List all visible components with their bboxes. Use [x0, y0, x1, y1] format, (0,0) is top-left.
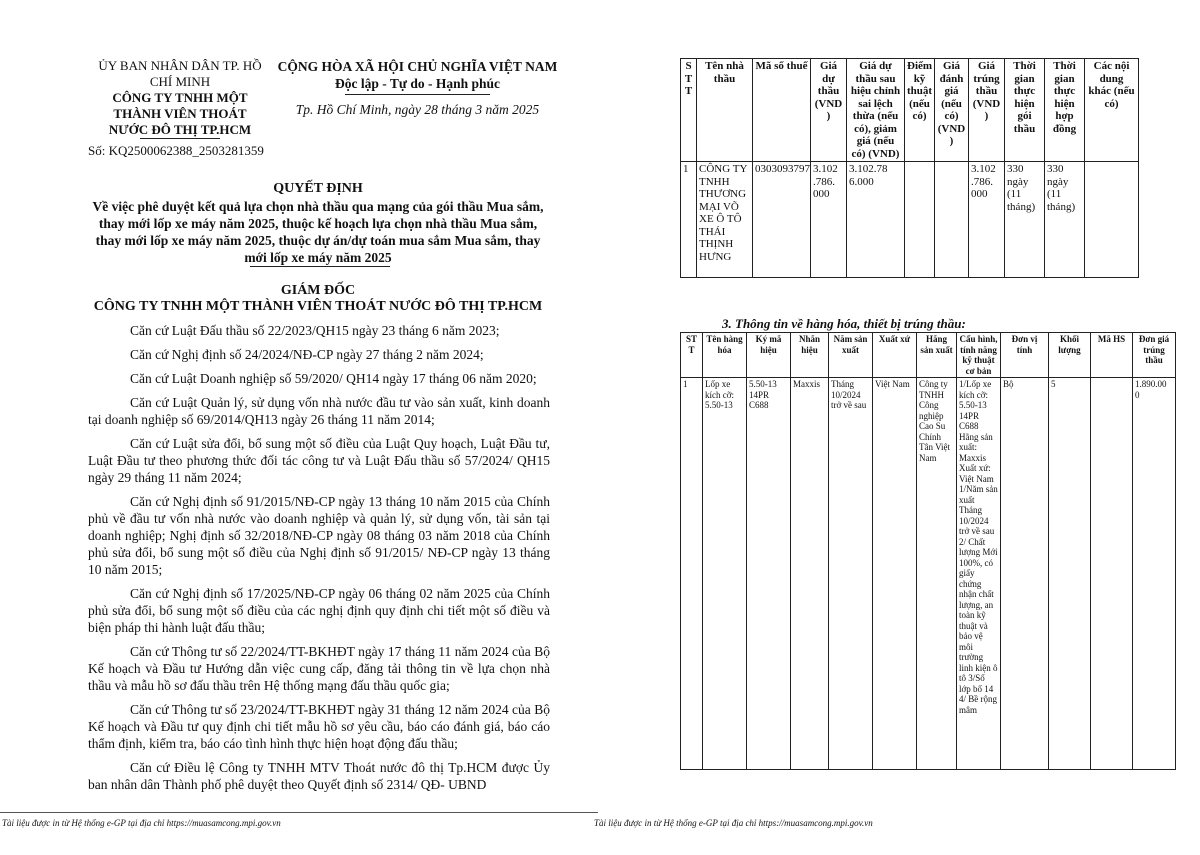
subject-divider	[250, 266, 390, 267]
col-header: Cấu hình, tính năng kỹ thuật cơ bản	[957, 333, 1001, 378]
company-line2: THÀNH VIÊN THOÁT	[113, 106, 247, 121]
document-number: Số: KQ2500062388_2503281359	[88, 143, 264, 158]
col-header: Xuất xứ	[873, 333, 917, 378]
agency-line2: CHÍ MINH	[149, 74, 211, 89]
table-row	[681, 162, 1139, 278]
director-org: CÔNG TY TNHH MỘT THÀNH VIÊN THOÁT NƯỚC ĐÔ THỊ TP.HCM	[93, 299, 543, 314]
col-header: Thời gian thực hiện hợp đồng	[1045, 59, 1085, 162]
agency-divider	[140, 138, 220, 139]
table-cell: 3.102.78 6.000	[847, 162, 905, 278]
col-header: Giá đánh giá (nếu có) (VND )	[935, 59, 969, 162]
col-header: Đơn vị tính	[1001, 333, 1049, 378]
table-cell: 5.50-13 14PR C688	[747, 378, 791, 770]
table-cell	[935, 162, 969, 278]
winning-bidder-table	[680, 58, 1139, 278]
table-header-row	[681, 333, 1176, 378]
issue-date: Tp. Hồ Chí Minh, ngày 28 tháng 3 năm 2025	[295, 102, 540, 117]
paragraph: Căn cứ Nghị định số 24/2024/NĐ-CP ngày 27 tháng 2 năm 2024;	[130, 347, 484, 362]
col-header: Mã HS	[1091, 333, 1133, 378]
table-cell: 1	[681, 162, 697, 278]
col-header: ST T	[681, 333, 703, 378]
table-cell: Tháng 10/2024 trở về sau	[829, 378, 873, 770]
table-row	[681, 378, 1176, 770]
table-cell: 3.102 .786. 000	[969, 162, 1005, 278]
col-header: Khối lượng	[1049, 333, 1091, 378]
table-cell: 0303093797	[753, 162, 811, 278]
national-header	[270, 58, 565, 92]
decision-title: QUYẾT ĐỊNH	[273, 181, 363, 196]
paragraph: Căn cứ Luật Doanh nghiệp số 59/2020/ QH14 ngày 17 tháng 06 năm 2020;	[130, 371, 537, 386]
col-header: Ký mã hiệu	[747, 333, 791, 378]
table-cell: 3.102 .786. 000	[811, 162, 847, 278]
col-header: Mã số thuế	[753, 59, 811, 162]
col-header: Tên hàng hóa	[703, 333, 747, 378]
table-cell: 330 ngày (11 tháng)	[1045, 162, 1085, 278]
table-cell: Công ty TNHH Công nghiệp Cao Su Chính Tân Việt Nam	[917, 378, 957, 770]
col-header: Giá dự thầu sau hiệu chỉnh sai lệch thừa (nếu có), giảm giá (nếu có) (VND)	[847, 59, 905, 162]
paragraph: Căn cứ Thông tư số 23/2024/TT-BKHĐT ngày 31 tháng 12 năm 2024 của Bộ Kế hoạch và Đầu tư quy định chi tiết mẫu hồ sơ yêu cầu, báo cáo đánh giá, báo cáo thẩm định, kiểm tra, báo cáo tình hình thực hiện hoạt động đấu thầu;	[88, 702, 550, 751]
col-header: Giá trúng thầu (VND )	[969, 59, 1005, 162]
col-header: Các nội dung khác (nếu có)	[1085, 59, 1139, 162]
table-cell	[905, 162, 935, 278]
motto-divider	[345, 94, 490, 95]
col-header: Giá dự thầu (VND )	[811, 59, 847, 162]
goods-table	[680, 332, 1176, 770]
table-cell	[1085, 162, 1139, 278]
company-line1: CÔNG TY TNHH MỘT	[112, 90, 248, 105]
table-cell: 1.890.00 0	[1133, 378, 1176, 770]
national-motto: Độc lập - Tự do - Hạnh phúc	[334, 76, 501, 91]
table-cell: CÔNG TY TNHH THƯƠNG MẠI VÕ XE Ô TÔ THÁI THỊNH HƯNG	[697, 162, 753, 278]
col-header: Hãng sản xuất	[917, 333, 957, 378]
footer-divider	[0, 812, 598, 813]
director-title: GIÁM ĐỐC	[280, 283, 356, 298]
paragraph: Căn cứ Nghị định số 17/2025/NĐ-CP ngày 06 tháng 02 năm 2025 của Chính phủ sửa đổi, bổ sung một số điều của các nghị định quy định chi tiết một số điều và biện pháp thi hành luật đấu thầu;	[88, 586, 550, 635]
table-cell	[1091, 378, 1133, 770]
col-header: Đơn giá trúng thầu	[1133, 333, 1176, 378]
col-header: Năm sản xuất	[829, 333, 873, 378]
table-header-row	[681, 59, 1139, 162]
table-cell: Maxxis	[791, 378, 829, 770]
paragraph: Căn cứ Thông tư số 22/2024/TT-BKHĐT ngày 17 tháng 11 năm 2024 của Bộ Kế hoạch và Đầu tư Hướng dẫn việc cung cấp, đăng tải thông tin về lựa chọn nhà thầu và mẫu hồ sơ đấu thầu trên Hệ thống mạng đấu thầu quốc gia;	[88, 644, 550, 693]
footer-note: Tài liệu được in từ Hệ thống e-GP tại địa chỉ https://muasamcong.mpi.gov.vn	[2, 818, 281, 828]
company-line3: NƯỚC ĐÔ THỊ TP.HCM	[108, 122, 252, 137]
col-header: Thời gian thực hiện gói thầu	[1005, 59, 1045, 162]
table-cell: Lốp xe kích cỡ: 5.50-13	[703, 378, 747, 770]
table-cell: 1	[681, 378, 703, 770]
legal-basis-text	[88, 322, 550, 800]
paragraph: Căn cứ Điều lệ Công ty TNHH MTV Thoát nước đô thị Tp.HCM được Ủy ban nhân dân Thành phố phê duyệt theo Quyết định số 2314/ QĐ- UBND	[88, 760, 550, 792]
agency-line1: ỦY BAN NHÂN DÂN TP. HỒ	[98, 58, 262, 73]
paragraph: Căn cứ Nghị định số 91/2015/NĐ-CP ngày 13 tháng 10 năm 2015 của Chính phủ về đầu tư vốn nhà nước vào doanh nghiệp và quản lý, sử dụng vốn, tài sản tại doanh nghiệp; Nghị định số 32/2018/NĐ-CP ngày 08 tháng 03 năm 2018 của Chính phủ sửa đổi, bổ sung một số điều của Nghị định số 91/2015/ NĐ-CP ngày 13 tháng 10 năm 2015;	[88, 494, 550, 577]
table-cell: 1/Lốp xe kích cỡ: 5.50-13 14PR C688 Hãng sản xuất: Maxxis Xuất xứ: Việt Nam 1/Năm sản xuất Tháng 10/2024 trở về sau 2/ Chất lượng Mới 100%, có giấy chứng nhận chất lượng, an toàn kỹ thuật và bảo vệ môi trường linh kiện ô tô 3/Số lớp bố 14 4/ Bề rộng mâm	[957, 378, 1001, 770]
paragraph: Căn cứ Luật Đấu thầu số 22/2023/QH15 ngày 23 tháng 6 năm 2023;	[130, 323, 500, 338]
table-cell: Việt Nam	[873, 378, 917, 770]
republic-title: CỘNG HÒA XÃ HỘI CHỦ NGHĨA VIỆT NAM	[277, 59, 558, 74]
col-header: Tên nhà thầu	[697, 59, 753, 162]
section3-title: 3. Thông tin về hàng hóa, thiết bị trúng thầu:	[722, 316, 966, 331]
col-header: Nhãn hiệu	[791, 333, 829, 378]
decision-subject: Về việc phê duyệt kết quả lựa chọn nhà thầu qua mạng của gói thầu Mua sắm, thay mới lốp xe máy năm 2025, thuộc kế hoạch lựa chọn nhà thầu Mua sắm, thay mới lốp xe máy năm 2025, thuộc dự án/dự toán mua sắm Mua sắm, thay mới lốp xe máy năm 2025	[92, 199, 544, 265]
table-cell: Bộ	[1001, 378, 1049, 770]
paragraph: Căn cứ Luật sửa đổi, bổ sung một số điều của Luật Quy hoạch, Luật Đầu tư, Luật Đầu tư theo phương thức đối tác công tư và Luật Đấu thầu số 57/2024/ QH15 ngày 29 tháng 11 năm 2024;	[88, 436, 550, 485]
col-header: S T T	[681, 59, 697, 162]
issuing-agency-block	[80, 58, 280, 138]
paragraph: Căn cứ Luật Quản lý, sử dụng vốn nhà nước đầu tư vào sản xuất, kinh doanh tại doanh nghiệp số 69/2014/QH13 ngày 26 tháng 11 năm 2014;	[88, 395, 550, 427]
table-cell: 5	[1049, 378, 1091, 770]
footer-note: Tài liệu được in từ Hệ thống e-GP tại địa chỉ https://muasamcong.mpi.gov.vn	[594, 818, 873, 828]
col-header: Điểm kỹ thuật (nếu có)	[905, 59, 935, 162]
table-cell: 330 ngày (11 tháng)	[1005, 162, 1045, 278]
